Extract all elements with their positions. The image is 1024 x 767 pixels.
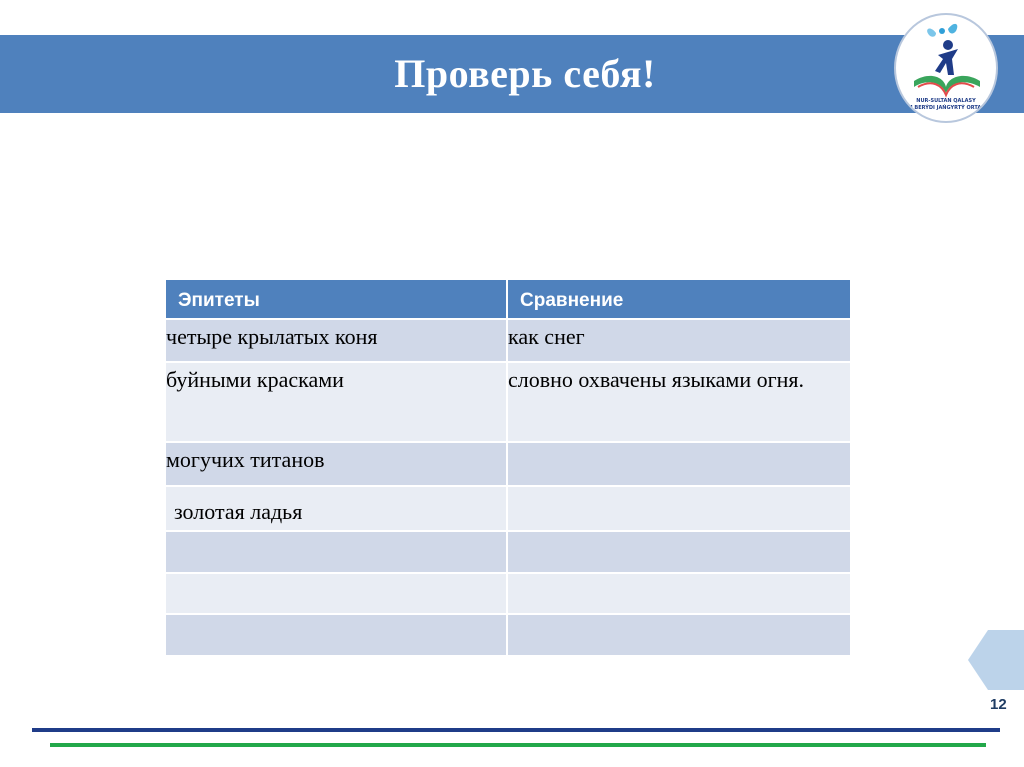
slide-title: Проверь себя! xyxy=(394,51,656,96)
table-row xyxy=(165,614,851,656)
table-cell: буйными красками xyxy=(165,362,507,442)
table-row xyxy=(165,573,851,614)
table-cell: могучих титанов xyxy=(165,442,507,486)
logo-caption-line1: NUR-SULTAN QALASY xyxy=(916,98,976,104)
table-cell xyxy=(165,531,507,573)
table-row xyxy=(165,319,851,362)
table-row xyxy=(165,531,851,573)
logo-caption-line2: BILIM BERÝDI JAŃGYRTÝ ORTALYǴY xyxy=(896,105,996,111)
table-cell xyxy=(507,486,851,531)
table-cell: как снег xyxy=(507,319,851,362)
organization-logo xyxy=(894,13,998,123)
corner-hexagon-shape xyxy=(968,630,1024,690)
footer-divider-blue xyxy=(32,728,1000,732)
table-cell: золотая ладья xyxy=(165,486,507,531)
table-cell xyxy=(507,614,851,656)
table-cell xyxy=(165,573,507,614)
table-row xyxy=(165,486,851,531)
page-number: 12 xyxy=(990,696,1007,713)
table-cell xyxy=(507,573,851,614)
table-cell xyxy=(165,614,507,656)
table-cell: четыре крылатых коня xyxy=(165,319,507,362)
column-header-comparison: Сравнение xyxy=(507,279,851,319)
table-row xyxy=(165,442,851,486)
table-header-row xyxy=(165,279,851,319)
table-cell: словно охвачены языками огня. xyxy=(507,362,851,442)
table-cell xyxy=(507,442,851,486)
answers-table xyxy=(164,278,852,657)
table-row xyxy=(165,362,851,442)
table-cell xyxy=(507,531,851,573)
column-header-epithets: Эпитеты xyxy=(165,279,507,319)
footer-divider-green xyxy=(50,743,986,747)
